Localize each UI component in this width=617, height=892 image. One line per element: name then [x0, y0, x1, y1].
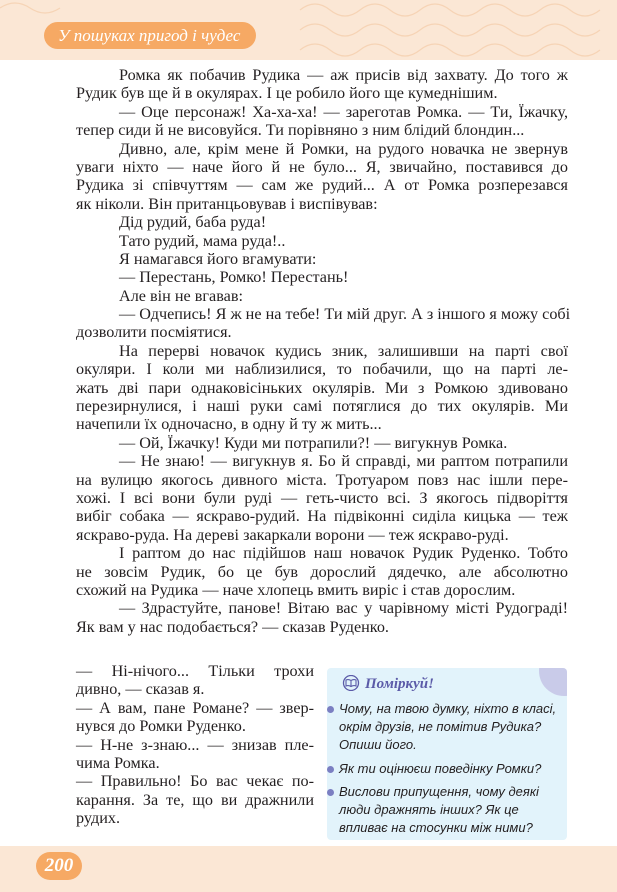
text-line: схожий на Рудика — наче хлопець вмить виріс і став дорослим. [76, 580, 516, 599]
text-line: — А вам, пане Романе? — звер- [76, 698, 314, 717]
corner-decoration [539, 668, 567, 696]
text-line: чима Ромка. [76, 753, 160, 772]
song-line: Тато рудий, мама руда!.. [119, 231, 286, 250]
text-line: Але він не вгавав: [119, 286, 243, 305]
text-line: начепили їх одночасно, в одну й ту ж мить... [76, 415, 382, 434]
question-item [327, 700, 567, 755]
text-line: рудих. [76, 809, 120, 828]
text-line: Як вам у нас подобається? — сказав Руденко. [76, 617, 389, 636]
question-text: Чому, на твою думку, ніхто в класі, окрім друзів, не помітив Рудика? Опиши його. [339, 701, 557, 753]
text-line: І раптом до нас підійшов наш новачок Рудик Руденко. Тобто [119, 544, 568, 563]
text-line: — Перестань, Ромко! Перестань! [119, 268, 349, 287]
text-line: — Одчепись! Я ж не на тебе! Ти мій друг. А з іншого я можу собі [119, 305, 571, 324]
text-line: Я намагався його вгамувати: [119, 249, 317, 268]
story-text [76, 66, 571, 636]
text-line: хожі. І всі вони були руді — геть-чисто всі. З якогось підворіття [76, 488, 568, 507]
text-line: Рудика зі співчуттям — сам же рудий... А от Ромка розперезався [76, 176, 568, 195]
bullet-icon [327, 766, 334, 773]
text-line: окуляри. І коли ми наблизилися, то побачили, що на парті ле- [76, 360, 568, 379]
text-line: — Не знаю! — вигукнув я. Бо й справді, ми раптом потрапили [119, 452, 568, 471]
text-line: яскраво-руда. На дереві закаркали ворони — теж яскраво-руді. [76, 525, 509, 544]
text-line: — Ой, Їжачку! Куди ми потрапили?! — вигукнув Ромка. [119, 433, 508, 452]
question-list [327, 700, 567, 840]
chapter-title: У пошуках пригод і чудес [44, 22, 256, 49]
text-line: як ніколи. Він пританцьовував і виспівував: [76, 194, 378, 213]
bullet-icon [327, 706, 334, 713]
dialogue-column [76, 662, 314, 828]
text-line: уваги ніхто — наче його й не було... Я, звичайно, поставився до [76, 157, 568, 176]
text-line: — Правильно! Бо вас чекає по- [76, 772, 314, 791]
text-line: дивно, — сказав я. [76, 680, 205, 699]
text-line: На перерві новачок кудись зник, залишивши на парті свої [119, 341, 568, 360]
text-line: — Н-не з-знаю... — знизав пле- [76, 735, 314, 754]
book-icon [341, 675, 361, 691]
text-line: перезирнулися, і наші руки самі потяглися до тих окулярів. Ми [76, 397, 568, 416]
text-line: карання. За те, що ви дражнили [76, 790, 314, 809]
text-line: дозволити посміятися. [76, 323, 232, 342]
text-line: Ромка як побачив Рудика — аж присів від захвату. До того ж [119, 66, 568, 84]
text-line: — Здрастуйте, панове! Вітаю вас у чарівному місті Рудограді! [119, 599, 568, 618]
text-line: — Оце персонаж! Ха-ха-ха! — зареготав Ромка. — Ти, Їжачку, [119, 102, 568, 121]
text-line: Рудик був ще й в окулярах. І це робило його ще кумеднішим. [76, 84, 498, 103]
bullet-icon [327, 789, 334, 796]
text-line: нувся до Ромки Руденко. [76, 717, 246, 736]
song-line: Дід рудий, баба руда! [119, 213, 267, 232]
think-box-title: Поміркуй! [365, 676, 434, 692]
question-item [327, 783, 567, 838]
question-text: Як ти оцінюєш поведінку Ромки? [339, 760, 542, 776]
text-line: — Ні-нічого... Тільки трохи [76, 662, 314, 680]
text-line: Дивно, але, крім мене й Ромки, на рудого новачка не звернув [119, 139, 568, 158]
text-line: тепер сиди й не висовуйся. Ти порівняно з ним блідий блондин... [76, 121, 525, 140]
text-line: жать дві пари однаковісіньких окулярів. Ми з Ромкою здивовано [76, 378, 568, 397]
question-item [327, 760, 567, 778]
text-line: не зовсім Рудик, бо це був дорослий дядечко, але абсолютно [76, 562, 568, 581]
text-line: на вулицю якогось дивного міста. Тротуаром повз нас ішли пере- [76, 470, 568, 489]
text-line: вибіг собака — яскраво-рудий. На підвіконні сиділа кицька — теж [76, 507, 568, 526]
page-number: 200 [36, 852, 82, 880]
question-text: Вислови припущення, чому деякі люди дражнять інших? Як це впливає на стосунки між ними? [339, 783, 539, 836]
footer-band [0, 846, 617, 892]
think-box [327, 668, 567, 840]
